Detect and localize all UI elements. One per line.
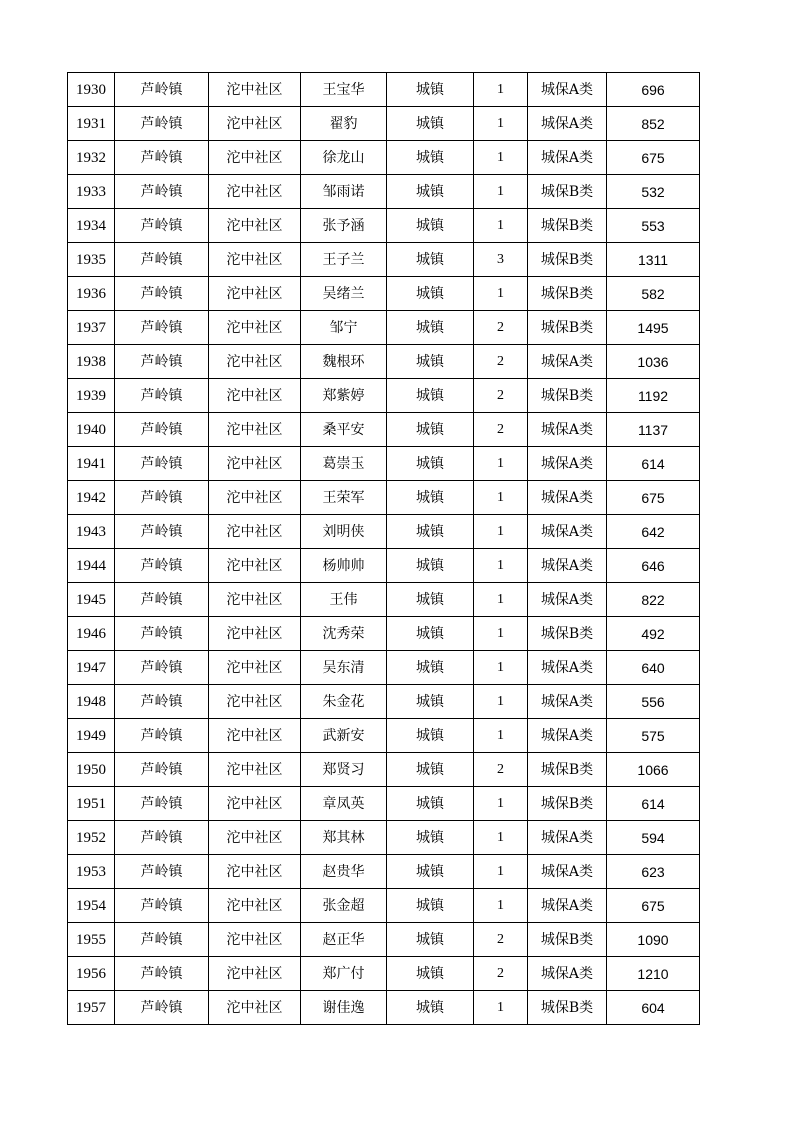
town-cell: 芦岭镇: [115, 243, 209, 277]
household-count-cell: 1: [474, 141, 528, 175]
residence-type-cell: 城镇: [387, 651, 474, 685]
community-cell: 沱中社区: [209, 821, 301, 855]
table-row: [68, 141, 700, 175]
row-number-cell: 1951: [68, 787, 115, 821]
row-number-cell: 1937: [68, 311, 115, 345]
amount-cell: 532: [607, 175, 700, 209]
residence-type-cell: 城镇: [387, 719, 474, 753]
table-row: [68, 379, 700, 413]
insurance-category-cell: 城保A类: [528, 345, 607, 379]
town-cell: 芦岭镇: [115, 413, 209, 447]
residence-type-cell: 城镇: [387, 379, 474, 413]
residence-type-cell: 城镇: [387, 855, 474, 889]
person-name-cell: 王宝华: [301, 73, 387, 107]
insurance-category-cell: 城保B类: [528, 753, 607, 787]
person-name-cell: 杨帅帅: [301, 549, 387, 583]
household-count-cell: 1: [474, 719, 528, 753]
household-count-cell: 2: [474, 753, 528, 787]
row-number-cell: 1949: [68, 719, 115, 753]
household-count-cell: 2: [474, 413, 528, 447]
row-number-cell: 1957: [68, 991, 115, 1025]
amount-cell: 1210: [607, 957, 700, 991]
amount-cell: 604: [607, 991, 700, 1025]
person-name-cell: 魏根环: [301, 345, 387, 379]
table-row: [68, 311, 700, 345]
town-cell: 芦岭镇: [115, 345, 209, 379]
community-cell: 沱中社区: [209, 141, 301, 175]
insurance-category-cell: 城保A类: [528, 821, 607, 855]
insurance-category-cell: 城保A类: [528, 651, 607, 685]
household-count-cell: 2: [474, 957, 528, 991]
household-count-cell: 1: [474, 889, 528, 923]
household-count-cell: 1: [474, 175, 528, 209]
community-cell: 沱中社区: [209, 957, 301, 991]
town-cell: 芦岭镇: [115, 685, 209, 719]
town-cell: 芦岭镇: [115, 175, 209, 209]
table-row: [68, 209, 700, 243]
row-number-cell: 1941: [68, 447, 115, 481]
table-row: [68, 481, 700, 515]
row-number-cell: 1932: [68, 141, 115, 175]
community-cell: 沱中社区: [209, 345, 301, 379]
amount-cell: 575: [607, 719, 700, 753]
amount-cell: 623: [607, 855, 700, 889]
town-cell: 芦岭镇: [115, 549, 209, 583]
table-row: [68, 617, 700, 651]
row-number-cell: 1931: [68, 107, 115, 141]
insurance-category-cell: 城保A类: [528, 685, 607, 719]
community-cell: 沱中社区: [209, 549, 301, 583]
insurance-category-cell: 城保A类: [528, 515, 607, 549]
town-cell: 芦岭镇: [115, 617, 209, 651]
amount-cell: 614: [607, 447, 700, 481]
residence-type-cell: 城镇: [387, 209, 474, 243]
amount-cell: 1066: [607, 753, 700, 787]
amount-cell: 1311: [607, 243, 700, 277]
amount-cell: 1495: [607, 311, 700, 345]
community-cell: 沱中社区: [209, 277, 301, 311]
community-cell: 沱中社区: [209, 413, 301, 447]
residence-type-cell: 城镇: [387, 413, 474, 447]
person-name-cell: 章凤英: [301, 787, 387, 821]
household-count-cell: 1: [474, 651, 528, 685]
community-cell: 沱中社区: [209, 209, 301, 243]
person-name-cell: 邹宁: [301, 311, 387, 345]
table-row: [68, 243, 700, 277]
row-number-cell: 1936: [68, 277, 115, 311]
household-count-cell: 1: [474, 617, 528, 651]
table-row: [68, 685, 700, 719]
community-cell: 沱中社区: [209, 685, 301, 719]
community-cell: 沱中社区: [209, 175, 301, 209]
residence-type-cell: 城镇: [387, 753, 474, 787]
amount-cell: 1090: [607, 923, 700, 957]
residence-type-cell: 城镇: [387, 515, 474, 549]
person-name-cell: 王子兰: [301, 243, 387, 277]
residence-type-cell: 城镇: [387, 889, 474, 923]
residence-type-cell: 城镇: [387, 277, 474, 311]
household-count-cell: 1: [474, 787, 528, 821]
person-name-cell: 张金超: [301, 889, 387, 923]
table-row: [68, 991, 700, 1025]
person-name-cell: 赵正华: [301, 923, 387, 957]
household-count-cell: 3: [474, 243, 528, 277]
amount-cell: 642: [607, 515, 700, 549]
residence-type-cell: 城镇: [387, 957, 474, 991]
community-cell: 沱中社区: [209, 311, 301, 345]
residence-type-cell: 城镇: [387, 821, 474, 855]
community-cell: 沱中社区: [209, 73, 301, 107]
row-number-cell: 1948: [68, 685, 115, 719]
amount-cell: 646: [607, 549, 700, 583]
table-row: [68, 821, 700, 855]
row-number-cell: 1935: [68, 243, 115, 277]
insurance-category-cell: 城保B类: [528, 277, 607, 311]
insurance-category-cell: 城保A类: [528, 481, 607, 515]
town-cell: 芦岭镇: [115, 73, 209, 107]
residence-type-cell: 城镇: [387, 787, 474, 821]
insurance-category-cell: 城保A类: [528, 583, 607, 617]
row-number-cell: 1942: [68, 481, 115, 515]
amount-cell: 822: [607, 583, 700, 617]
residence-type-cell: 城镇: [387, 923, 474, 957]
person-name-cell: 王荣军: [301, 481, 387, 515]
row-number-cell: 1950: [68, 753, 115, 787]
row-number-cell: 1933: [68, 175, 115, 209]
household-count-cell: 2: [474, 345, 528, 379]
person-name-cell: 吴绪兰: [301, 277, 387, 311]
community-cell: 沱中社区: [209, 481, 301, 515]
household-count-cell: 2: [474, 923, 528, 957]
residence-type-cell: 城镇: [387, 345, 474, 379]
insurance-category-cell: 城保B类: [528, 923, 607, 957]
town-cell: 芦岭镇: [115, 583, 209, 617]
household-count-cell: 1: [474, 481, 528, 515]
table-row: [68, 107, 700, 141]
table-row: [68, 889, 700, 923]
community-cell: 沱中社区: [209, 889, 301, 923]
insurance-category-cell: 城保B类: [528, 379, 607, 413]
amount-cell: 675: [607, 889, 700, 923]
residence-type-cell: 城镇: [387, 685, 474, 719]
town-cell: 芦岭镇: [115, 855, 209, 889]
insurance-category-cell: 城保A类: [528, 855, 607, 889]
person-name-cell: 张予涵: [301, 209, 387, 243]
community-cell: 沱中社区: [209, 651, 301, 685]
row-number-cell: 1955: [68, 923, 115, 957]
row-number-cell: 1930: [68, 73, 115, 107]
residence-type-cell: 城镇: [387, 243, 474, 277]
amount-cell: 1137: [607, 413, 700, 447]
household-count-cell: 1: [474, 549, 528, 583]
community-cell: 沱中社区: [209, 447, 301, 481]
person-name-cell: 谢佳逸: [301, 991, 387, 1025]
residence-type-cell: 城镇: [387, 583, 474, 617]
community-cell: 沱中社区: [209, 515, 301, 549]
amount-cell: 696: [607, 73, 700, 107]
residence-type-cell: 城镇: [387, 73, 474, 107]
community-cell: 沱中社区: [209, 753, 301, 787]
household-count-cell: 1: [474, 107, 528, 141]
row-number-cell: 1947: [68, 651, 115, 685]
person-name-cell: 刘明侠: [301, 515, 387, 549]
insurance-category-cell: 城保A类: [528, 413, 607, 447]
insurance-category-cell: 城保B类: [528, 175, 607, 209]
table-body: [68, 73, 700, 1025]
row-number-cell: 1945: [68, 583, 115, 617]
person-name-cell: 吴东清: [301, 651, 387, 685]
person-name-cell: 王伟: [301, 583, 387, 617]
insurance-category-cell: 城保A类: [528, 141, 607, 175]
residence-type-cell: 城镇: [387, 141, 474, 175]
person-name-cell: 赵贵华: [301, 855, 387, 889]
table-row: [68, 923, 700, 957]
community-cell: 沱中社区: [209, 719, 301, 753]
insurance-category-cell: 城保A类: [528, 889, 607, 923]
amount-cell: 640: [607, 651, 700, 685]
amount-cell: 1192: [607, 379, 700, 413]
insurance-category-cell: 城保B类: [528, 209, 607, 243]
residence-type-cell: 城镇: [387, 617, 474, 651]
table-row: [68, 787, 700, 821]
community-cell: 沱中社区: [209, 379, 301, 413]
insurance-category-cell: 城保B类: [528, 991, 607, 1025]
row-number-cell: 1944: [68, 549, 115, 583]
table-row: [68, 345, 700, 379]
person-name-cell: 郑其林: [301, 821, 387, 855]
town-cell: 芦岭镇: [115, 923, 209, 957]
person-name-cell: 郑紫婷: [301, 379, 387, 413]
table-row: [68, 413, 700, 447]
amount-cell: 553: [607, 209, 700, 243]
table-row: [68, 549, 700, 583]
person-name-cell: 葛崇玉: [301, 447, 387, 481]
residence-type-cell: 城镇: [387, 311, 474, 345]
town-cell: 芦岭镇: [115, 141, 209, 175]
amount-cell: 582: [607, 277, 700, 311]
household-count-cell: 1: [474, 991, 528, 1025]
community-cell: 沱中社区: [209, 107, 301, 141]
community-cell: 沱中社区: [209, 243, 301, 277]
row-number-cell: 1952: [68, 821, 115, 855]
amount-cell: 614: [607, 787, 700, 821]
table-row: [68, 753, 700, 787]
town-cell: 芦岭镇: [115, 821, 209, 855]
community-cell: 沱中社区: [209, 583, 301, 617]
household-count-cell: 1: [474, 583, 528, 617]
table-row: [68, 277, 700, 311]
town-cell: 芦岭镇: [115, 311, 209, 345]
community-cell: 沱中社区: [209, 991, 301, 1025]
town-cell: 芦岭镇: [115, 889, 209, 923]
person-name-cell: 沈秀荣: [301, 617, 387, 651]
row-number-cell: 1940: [68, 413, 115, 447]
community-cell: 沱中社区: [209, 617, 301, 651]
amount-cell: 675: [607, 141, 700, 175]
town-cell: 芦岭镇: [115, 379, 209, 413]
household-count-cell: 1: [474, 821, 528, 855]
household-count-cell: 1: [474, 277, 528, 311]
person-name-cell: 翟豹: [301, 107, 387, 141]
town-cell: 芦岭镇: [115, 787, 209, 821]
household-count-cell: 1: [474, 447, 528, 481]
household-count-cell: 1: [474, 73, 528, 107]
row-number-cell: 1938: [68, 345, 115, 379]
residence-type-cell: 城镇: [387, 175, 474, 209]
residence-type-cell: 城镇: [387, 991, 474, 1025]
person-name-cell: 朱金花: [301, 685, 387, 719]
household-count-cell: 1: [474, 685, 528, 719]
person-name-cell: 邹雨诺: [301, 175, 387, 209]
table-row: [68, 583, 700, 617]
insurance-category-cell: 城保A类: [528, 107, 607, 141]
row-number-cell: 1946: [68, 617, 115, 651]
amount-cell: 556: [607, 685, 700, 719]
person-name-cell: 武新安: [301, 719, 387, 753]
town-cell: 芦岭镇: [115, 481, 209, 515]
amount-cell: 852: [607, 107, 700, 141]
town-cell: 芦岭镇: [115, 991, 209, 1025]
row-number-cell: 1943: [68, 515, 115, 549]
community-cell: 沱中社区: [209, 855, 301, 889]
insurance-category-cell: 城保B类: [528, 617, 607, 651]
insurance-category-cell: 城保A类: [528, 73, 607, 107]
table-row: [68, 447, 700, 481]
town-cell: 芦岭镇: [115, 209, 209, 243]
row-number-cell: 1939: [68, 379, 115, 413]
insurance-category-cell: 城保B类: [528, 311, 607, 345]
household-count-cell: 1: [474, 515, 528, 549]
table-row: [68, 855, 700, 889]
residence-type-cell: 城镇: [387, 447, 474, 481]
residence-type-cell: 城镇: [387, 481, 474, 515]
residence-type-cell: 城镇: [387, 107, 474, 141]
town-cell: 芦岭镇: [115, 651, 209, 685]
community-cell: 沱中社区: [209, 787, 301, 821]
household-count-cell: 2: [474, 379, 528, 413]
table-row: [68, 719, 700, 753]
person-name-cell: 徐龙山: [301, 141, 387, 175]
person-name-cell: 郑贤习: [301, 753, 387, 787]
amount-cell: 675: [607, 481, 700, 515]
amount-cell: 1036: [607, 345, 700, 379]
town-cell: 芦岭镇: [115, 753, 209, 787]
town-cell: 芦岭镇: [115, 957, 209, 991]
table-row: [68, 651, 700, 685]
table-row: [68, 73, 700, 107]
row-number-cell: 1934: [68, 209, 115, 243]
household-count-cell: 1: [474, 855, 528, 889]
household-count-cell: 1: [474, 209, 528, 243]
town-cell: 芦岭镇: [115, 277, 209, 311]
insurance-category-cell: 城保A类: [528, 447, 607, 481]
community-cell: 沱中社区: [209, 923, 301, 957]
residence-type-cell: 城镇: [387, 549, 474, 583]
insurance-category-cell: 城保A类: [528, 957, 607, 991]
insurance-category-cell: 城保A类: [528, 549, 607, 583]
insurance-category-cell: 城保B类: [528, 787, 607, 821]
amount-cell: 492: [607, 617, 700, 651]
amount-cell: 594: [607, 821, 700, 855]
beneficiary-table: [67, 72, 700, 1025]
person-name-cell: 桑平安: [301, 413, 387, 447]
town-cell: 芦岭镇: [115, 515, 209, 549]
table-row: [68, 515, 700, 549]
person-name-cell: 郑广付: [301, 957, 387, 991]
household-count-cell: 2: [474, 311, 528, 345]
table-row: [68, 957, 700, 991]
town-cell: 芦岭镇: [115, 719, 209, 753]
row-number-cell: 1953: [68, 855, 115, 889]
town-cell: 芦岭镇: [115, 447, 209, 481]
row-number-cell: 1954: [68, 889, 115, 923]
row-number-cell: 1956: [68, 957, 115, 991]
insurance-category-cell: 城保A类: [528, 719, 607, 753]
town-cell: 芦岭镇: [115, 107, 209, 141]
insurance-category-cell: 城保B类: [528, 243, 607, 277]
table-row: [68, 175, 700, 209]
